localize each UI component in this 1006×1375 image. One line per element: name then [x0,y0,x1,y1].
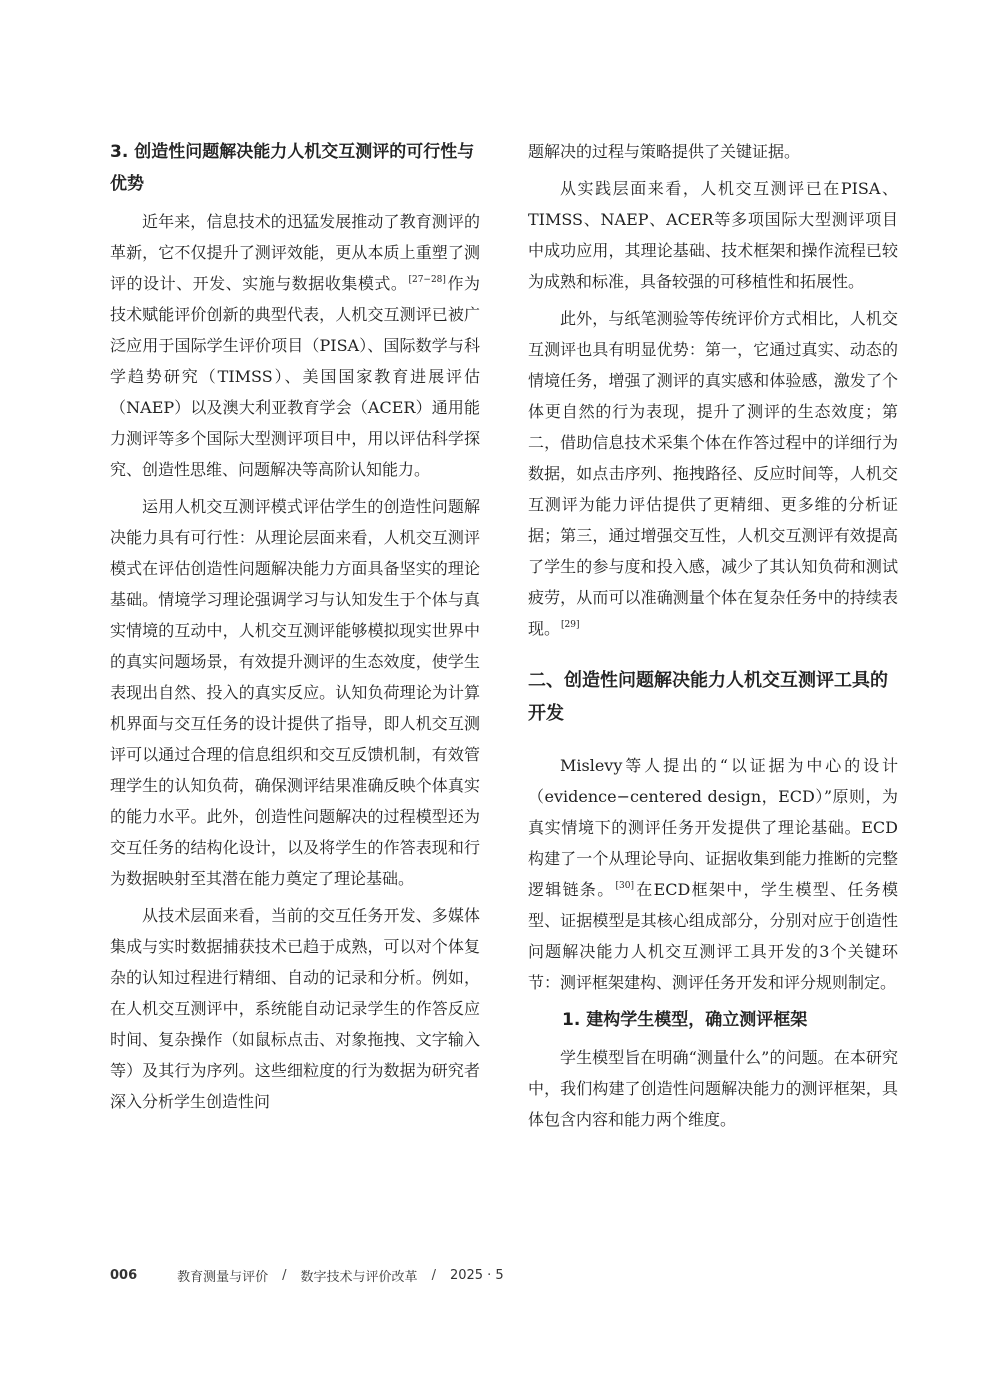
footer-separator: / [282,1268,287,1283]
section-heading-tool-development: 二、创造性问题解决能力人机交互测评工具的开发 [528,670,888,724]
issue-number: 2025 · 5 [449,1268,504,1283]
paragraph-5: 此外，与纸笔测验等传统评价方式相比，人机交互测评也具有明显优势：第一，它通过真实、动态的情境任务，增强了测评的真实感和体验感，激发了个体更自然的行为表现，提升了测评的生态效度；第二，借助信息技术采集个体在作答过程中的详细行为数据，如点击序列、拖拽路径、反应时间等，人机交互测评为能力评估提供了更精细、更多维的分析证据；第三，通过增强交互性，人机交互测评有效提高了学生的参与度和投入感，减少了其认知负荷和测试疲劳，从而可以准确测量个体在复杂任务中的持续表现。[29] [528,309,898,638]
paragraph-2: 运用人机交互测评模式评估学生的创造性问题解决能力具有可行性：从理论层面来看，人机交互测评模式在评估创造性问题解决能力方面具备坚实的理论基础。情境学习理论强调学习与认知发生于个体与真实情境的互动中，人机交互测评能够模拟现实世界中的真实问题场景，有效提升测评的生态效度，使学生表现出自然、投入的真实反应。认知负荷理论为计算机界面与交互任务的设计提供了指导，即人机交互测评可以通过合理的信息组织和交互反馈机制，有效管理学生的认知负荷，确保测评结果准确反映个体真实的能力水平。此外，创造性问题解决的过程模型还为交互任务的结构化设计，以及将学生的作答表现和行为数据映射至其潜在能力奠定了理论基础。 [110,497,480,888]
paragraph-3-continued: 题解决的过程与策略提供了关键证据。 [528,142,801,161]
paragraph-6: Mislevy等人提出的“以证据为中心的设计（evidence−centered design，ECD）”原则，为真实情境下的测评任务开发提供了理论基础。ECD构建了一个从理论导向、证据收集到能力推断的完整逻辑链条。[30]在ECD框架中，学生模型、任务模型、证据模型是其核心组成部分，分别对应于创造性问题解决能力人机交互测评工具开发的3个关键环节：测评框架建构、测评任务开发和评分规则制定。 [528,756,898,992]
left-column [110,136,480,1117]
citation-30: [30] [615,881,634,891]
column-name: 数字技术与评价改革 [300,1270,418,1285]
citation-29: [29] [561,620,580,630]
paragraph-4: 从实践层面来看，人机交互测评已在PISA、TIMSS、NAEP、ACER等多项国际大型测评项目中成功应用，其理论基础、技术框架和操作流程已较为成熟和标准，具备较强的可移植性和拓展性。 [528,179,898,291]
subsection-heading-student-model: 1. 建构学生模型，确立测评框架 [562,1010,808,1030]
footer-separator: / [431,1268,436,1283]
paragraph-3: 从技术层面来看，当前的交互任务开发、多媒体集成与实时数据捕获技术已趋于成熟，可以对个体复杂的认知过程进行精细、自动的记录和分析。例如，在人机交互测评中，系统能自动记录学生的作答反应时间、复杂操作（如鼠标点击、对象拖拽、文字输入等）及其行为序列。这些细粒度的行为数据为研究者深入分析学生创造性问 [110,906,480,1111]
subsection-heading-feasibility: 3. 创造性问题解决能力人机交互测评的可行性与优势 [110,142,475,194]
paragraph-1: 近年来，信息技术的迅猛发展推动了教育测评的革新，它不仅提升了测评效能，更从本质上重塑了测评的设计、开发、实施与数据收集模式。[27−28]作为技术赋能评价创新的典型代表，人机交互测评已被广泛应用于国际学生评价项目（PISA）、国际数学与科学趋势研究（TIMSS）、美国国家教育进展评估（NAEP）以及澳大利亚教育学会（ACER）通用能力测评等多个国际大型测评项目中，用以评估科学探究、创造性思维、问题解决等高阶认知能力。 [110,212,480,479]
paragraph-7: 学生模型旨在明确“测量什么”的问题。在本研究中，我们构建了创造性问题解决能力的测评框架，具体包含内容和能力两个维度。 [528,1048,898,1129]
citation-27-28: [27−28] [408,275,446,285]
page-number: 006 [110,1268,138,1283]
right-column [528,136,898,1135]
page-footer [110,1266,504,1285]
journal-name: 教育测量与评价 [177,1270,269,1285]
